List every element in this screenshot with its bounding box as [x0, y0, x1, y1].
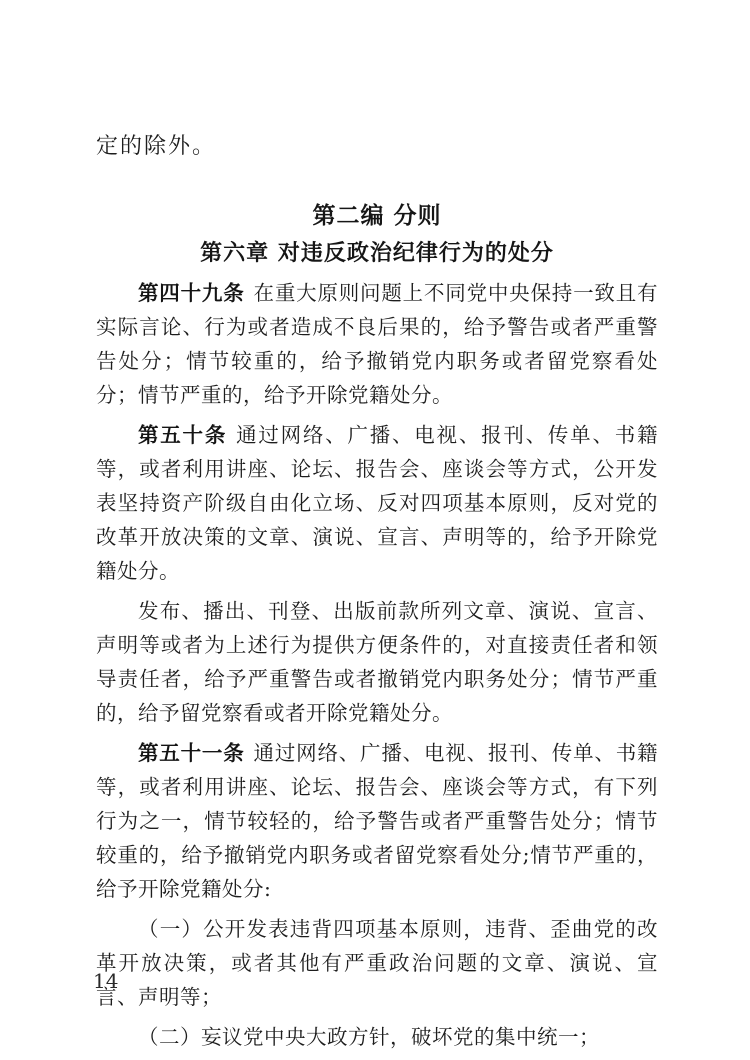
page-content [96, 135, 658, 1060]
list-item-2 [96, 1020, 658, 1054]
paragraph-article-50-clause-2 [96, 594, 658, 730]
paragraph-text: （二）妄议党中央大政方针，破坏党的集中统一； [138, 1025, 600, 1049]
article-number: 第五十一条 [138, 741, 245, 765]
paragraph-text: 在重大原则问题上不同党中央保持一致且有实际言论、行为或者造成不良后果的，给予警告或者严重警告处分；情节较重的，给予撤销党内职务或者留党察看处分；情节严重的，给予开除党籍处分。 [96, 281, 659, 407]
carryover-text: 定的除外。 [96, 134, 217, 159]
chapter-heading: 第六章 对违反政治纪律行为的处分 [200, 241, 554, 266]
paragraph-article-50 [96, 418, 658, 588]
paragraph-text: （一）公开发表违背四项基本原则，违背、歪曲党的改革开放决策，或者其他有严重政治问题的文章、演说、宣言、声明等； [96, 917, 658, 1009]
paragraph-article-51 [96, 736, 658, 906]
list-item-1 [96, 912, 658, 1014]
paragraph-text: 通过网络、广播、电视、报刊、传单、书籍等，或者利用讲座、论坛、报告会、座谈会等方式，公开发表坚持资产阶级自由化立场、反对四项基本原则，反对党的改革开放决策的文章、演说、宣言、声明等的，给予开除党籍处分。 [96, 423, 659, 583]
paragraph-text: 发布、播出、刊登、出版前款所列文章、演说、宣言、声明等或者为上述行为提供方便条件的，对直接责任者和领导责任者，给予严重警告或者撤销党内职务处分；情节严重的，给予留党察看或者开除党籍处分。 [96, 599, 658, 725]
page-number: 14 [93, 969, 119, 993]
article-number: 第五十条 [138, 423, 228, 447]
paragraph-article-49 [96, 276, 658, 412]
article-number: 第四十九条 [138, 281, 245, 305]
paragraph-text: 通过网络、广播、电视、报刊、传单、书籍等，或者利用讲座、论坛、报告会、座谈会等方式，有下列行为之一，情节较轻的，给予警告或者严重警告处分；情节较重的，给予撤销党内职务或者留党察看处分;情节严重的，给予开除党籍处分: [96, 741, 659, 901]
part-heading: 第二编 分则 [312, 203, 442, 229]
